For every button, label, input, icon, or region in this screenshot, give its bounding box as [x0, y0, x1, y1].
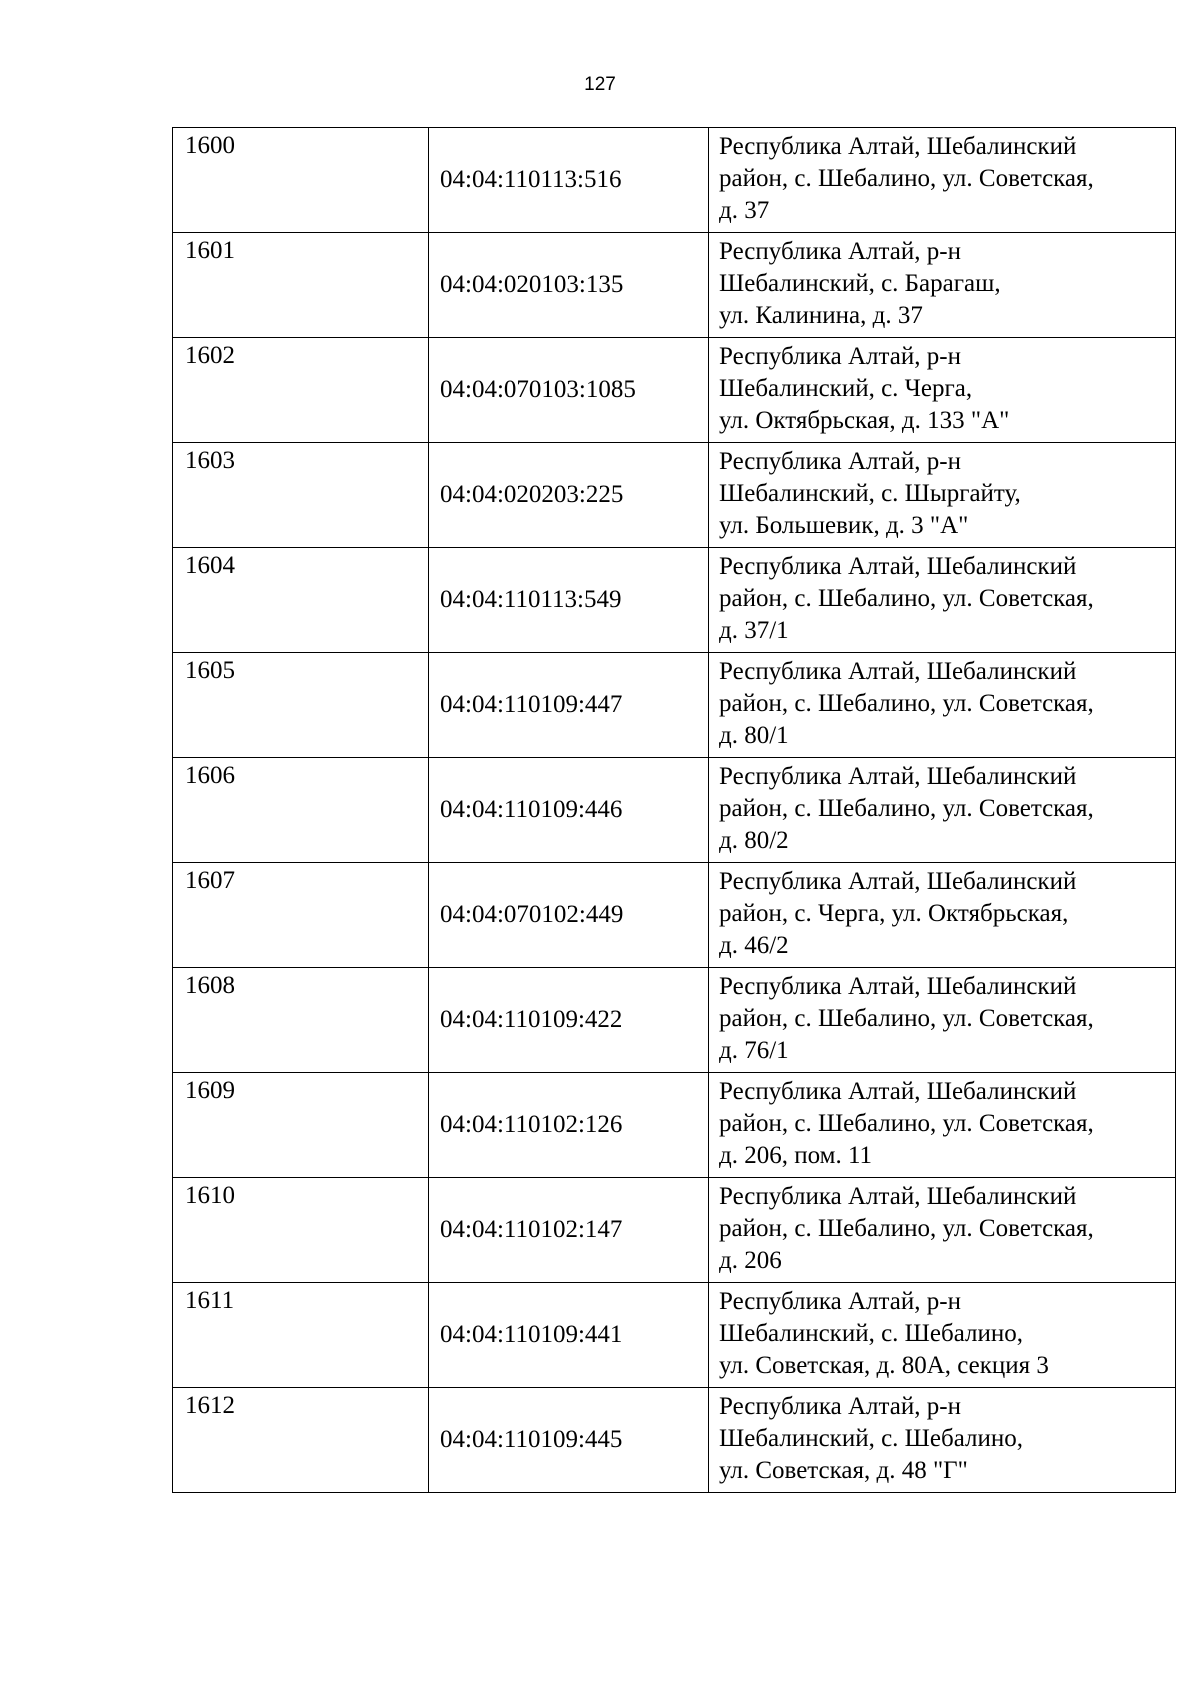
- cadastral-number-cell: [429, 1073, 709, 1178]
- address-cell: [709, 548, 1176, 653]
- address-line: Республика Алтай, Шебалинский: [719, 133, 1077, 160]
- address-line: д. 37: [719, 197, 770, 224]
- row-number: 1611: [185, 1287, 235, 1314]
- cadastral-number: 04:04:110109:445: [440, 1426, 623, 1453]
- row-number: 1606: [185, 762, 235, 789]
- address-line: д. 80/1: [719, 722, 789, 749]
- table-row: [173, 758, 1176, 863]
- address-line: Республика Алтай, Шебалинский: [719, 553, 1077, 580]
- table-row: [173, 653, 1176, 758]
- address-line: Шебалинский, с. Шебалино,: [719, 1320, 1024, 1347]
- address: [709, 863, 1175, 962]
- address-line: район, с. Шебалино, ул. Советская,: [719, 585, 1094, 612]
- address-line: район, с. Черга, ул. Октябрьская,: [719, 900, 1069, 927]
- row-number-cell: [173, 233, 429, 338]
- address-line: Республика Алтай, р-н: [719, 1288, 961, 1315]
- address: [709, 968, 1175, 1067]
- cadastral-number: 04:04:110109:447: [440, 691, 623, 718]
- table-row: [173, 968, 1176, 1073]
- cadastral-number: 04:04:070103:1085: [440, 376, 636, 403]
- cadastral-number: 04:04:070102:449: [440, 901, 624, 928]
- cadastral-number-cell: [429, 1283, 709, 1388]
- address-line: Республика Алтай, Шебалинский: [719, 1183, 1077, 1210]
- address-cell: [709, 128, 1176, 233]
- address: [709, 548, 1175, 647]
- address-line: район, с. Шебалино, ул. Советская,: [719, 690, 1094, 717]
- address-line: д. 46/2: [719, 932, 789, 959]
- row-number-cell: [173, 863, 429, 968]
- address-line: район, с. Шебалино, ул. Советская,: [719, 1215, 1094, 1242]
- table-row: [173, 233, 1176, 338]
- row-number-cell: [173, 653, 429, 758]
- address: [709, 1178, 1175, 1277]
- address-cell: [709, 1388, 1176, 1493]
- address-line: Республика Алтай, Шебалинский: [719, 658, 1077, 685]
- row-number: 1604: [185, 552, 235, 579]
- address-line: Республика Алтай, Шебалинский: [719, 973, 1077, 1000]
- row-number-cell: [173, 1178, 429, 1283]
- cadastral-number: 04:04:110113:516: [440, 166, 622, 193]
- address-line: Шебалинский, с. Шыргайту,: [719, 480, 1021, 507]
- table-row: [173, 443, 1176, 548]
- address-line: Республика Алтай, р-н: [719, 238, 961, 265]
- row-number-cell: [173, 758, 429, 863]
- table-row: [173, 1283, 1176, 1388]
- address: [709, 1283, 1175, 1382]
- row-number: 1601: [185, 237, 235, 264]
- row-number-cell: [173, 548, 429, 653]
- row-number: 1605: [185, 657, 235, 684]
- address-line: ул. Октябрьская, д. 133 "А": [719, 407, 1010, 434]
- row-number: 1602: [185, 342, 235, 369]
- table-row: [173, 548, 1176, 653]
- address-line: Шебалинский, с. Барагаш,: [719, 270, 1001, 297]
- address-cell: [709, 338, 1176, 443]
- cadastral-number: 04:04:110109:441: [440, 1321, 623, 1348]
- address: [709, 128, 1175, 227]
- table-body: [173, 128, 1176, 1493]
- cadastral-number-cell: [429, 548, 709, 653]
- cadastral-number-cell: [429, 128, 709, 233]
- cadastral-number-cell: [429, 863, 709, 968]
- table-row: [173, 128, 1176, 233]
- address-line: Республика Алтай, Шебалинский: [719, 763, 1077, 790]
- cadastral-number-cell: [429, 758, 709, 863]
- address-line: район, с. Шебалино, ул. Советская,: [719, 1005, 1094, 1032]
- row-number-cell: [173, 968, 429, 1073]
- address: [709, 233, 1175, 332]
- address-cell: [709, 863, 1176, 968]
- address: [709, 443, 1175, 542]
- row-number-cell: [173, 1388, 429, 1493]
- cadastral-number: 04:04:110102:147: [440, 1216, 623, 1243]
- address-cell: [709, 233, 1176, 338]
- address-line: д. 37/1: [719, 617, 789, 644]
- cadastral-number-cell: [429, 233, 709, 338]
- cadastral-number: 04:04:110109:446: [440, 796, 623, 823]
- address-line: ул. Советская, д. 48 "Г": [719, 1457, 968, 1484]
- address-cell: [709, 1073, 1176, 1178]
- row-number: 1607: [185, 867, 235, 894]
- address-cell: [709, 1283, 1176, 1388]
- table-row: [173, 338, 1176, 443]
- address-line: Шебалинский, с. Черга,: [719, 375, 973, 402]
- address: [709, 653, 1175, 752]
- address-cell: [709, 758, 1176, 863]
- address-line: ул. Советская, д. 80А, секция 3: [719, 1352, 1049, 1379]
- address-line: д. 80/2: [719, 827, 789, 854]
- cadastral-number-cell: [429, 1388, 709, 1493]
- row-number: 1608: [185, 972, 235, 999]
- address-line: ул. Калинина, д. 37: [719, 302, 923, 329]
- address-line: Республика Алтай, р-н: [719, 448, 961, 475]
- row-number-cell: [173, 128, 429, 233]
- address-line: д. 76/1: [719, 1037, 789, 1064]
- table-row: [173, 863, 1176, 968]
- row-number: 1609: [185, 1077, 235, 1104]
- address-cell: [709, 1178, 1176, 1283]
- address: [709, 1388, 1175, 1487]
- table-row: [173, 1388, 1176, 1493]
- row-number: 1612: [185, 1392, 235, 1419]
- cadastral-number-cell: [429, 653, 709, 758]
- cadastral-number-cell: [429, 443, 709, 548]
- address-cell: [709, 653, 1176, 758]
- cadastral-number: 04:04:110113:549: [440, 586, 622, 613]
- row-number-cell: [173, 443, 429, 548]
- address-cell: [709, 443, 1176, 548]
- row-number-cell: [173, 338, 429, 443]
- address: [709, 758, 1175, 857]
- address-line: район, с. Шебалино, ул. Советская,: [719, 1110, 1094, 1137]
- table-row: [173, 1073, 1176, 1178]
- page-number: 127: [584, 74, 616, 95]
- address-line: Республика Алтай, р-н: [719, 343, 961, 370]
- cadastral-number: 04:04:110109:422: [440, 1006, 623, 1033]
- address-line: Республика Алтай, Шебалинский: [719, 1078, 1077, 1105]
- cadastral-number: 04:04:110102:126: [440, 1111, 623, 1138]
- address-line: район, с. Шебалино, ул. Советская,: [719, 165, 1094, 192]
- row-number: 1603: [185, 447, 235, 474]
- table-row: [173, 1178, 1176, 1283]
- address-line: д. 206: [719, 1247, 782, 1274]
- cadastral-number: 04:04:020203:225: [440, 481, 624, 508]
- address-line: Шебалинский, с. Шебалино,: [719, 1425, 1024, 1452]
- address-line: Республика Алтай, Шебалинский: [719, 868, 1077, 895]
- row-number: 1610: [185, 1182, 235, 1209]
- row-number: 1600: [185, 132, 235, 159]
- address-cell: [709, 968, 1176, 1073]
- address-line: Республика Алтай, р-н: [719, 1393, 961, 1420]
- address-line: ул. Большевик, д. 3 "А": [719, 512, 969, 539]
- cadastral-number-cell: [429, 968, 709, 1073]
- address: [709, 1073, 1175, 1172]
- address-line: район, с. Шебалино, ул. Советская,: [719, 795, 1094, 822]
- property-table: [172, 127, 1176, 1493]
- cadastral-number-cell: [429, 338, 709, 443]
- cadastral-number-cell: [429, 1178, 709, 1283]
- row-number-cell: [173, 1283, 429, 1388]
- row-number-cell: [173, 1073, 429, 1178]
- address: [709, 338, 1175, 437]
- cadastral-number: 04:04:020103:135: [440, 271, 624, 298]
- address-line: д. 206, пом. 11: [719, 1142, 873, 1169]
